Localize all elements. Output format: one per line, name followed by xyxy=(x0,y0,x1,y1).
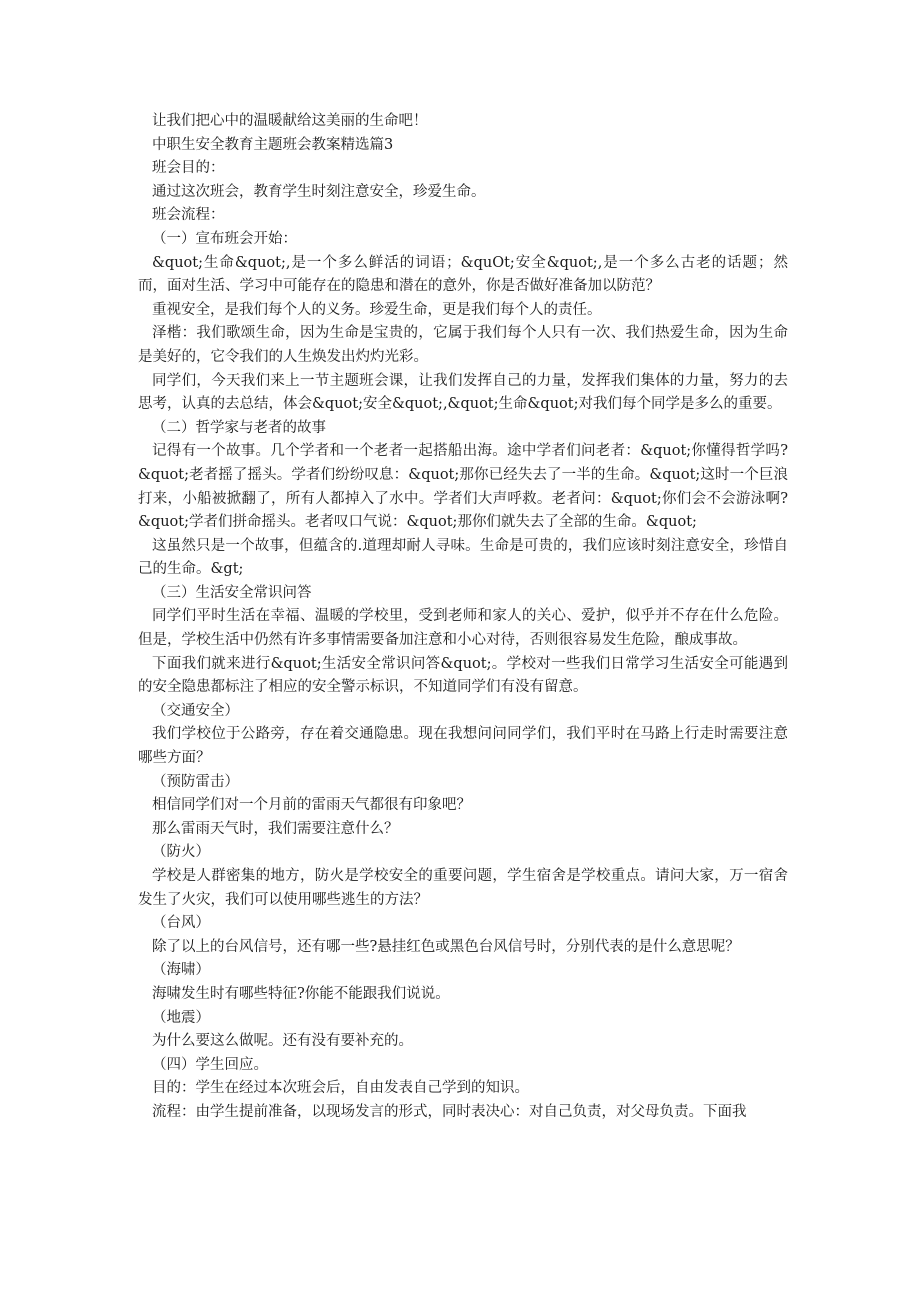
paragraph-purpose-heading: 班会目的： xyxy=(152,160,225,177)
paragraph-zekai-speech: 泽楷：我们歌颂生命，因为生命是宝贵的，它属于我们每个人只有一次、我们热爱生命，因为生命是美好的，它令我们的人生焕发出灼灼光彩。 xyxy=(138,325,788,365)
paragraph-earthquake-heading: （地震） xyxy=(152,1009,210,1026)
paragraph-earthquake: 为什么要这么做呢。还有没有要补充的。 xyxy=(152,1033,413,1050)
paragraph-part-three-heading: （三）生活安全常识问答 xyxy=(152,584,312,601)
paragraph-story: 记得有一个故事。几个学者和一个老者一起搭船出海。途中学者们问老者：&quot;你懂得哲学吗?&quot;老者摇了摇头。学者们纷纷叹息：&quot;那你已经失去了一半的生命。&quot;这时一个巨浪打来，小船被掀翻了，所有人都掉入了水中。学者们大声呼救。老者问：&quot;你们会不会游泳啊?&quot;学者们拼命摇头。老者叹口气说：&quot;那你们就失去了全部的生命。&quot; xyxy=(138,443,788,531)
paragraph-response-process: 流程：由学生提前准备，以现场发言的形式，同时表决心：对自己负责，对父母负责。下面我 xyxy=(152,1103,747,1120)
paragraph-typhoon-heading: （台风） xyxy=(152,915,210,932)
paragraph-lightning-1: 相信同学们对一个月前的雷雨天气都很有印象吧？ xyxy=(152,797,471,814)
paragraph-traffic: 我们学校位于公路旁，存在着交通隐患。现在我想问问同学们，我们平时在马路上行走时需要注意哪些方面？ xyxy=(138,726,788,767)
paragraph-safety-duty: 重视安全，是我们每个人的义务。珍爱生命，更是我们每个人的责任。 xyxy=(152,301,602,318)
paragraph-process-heading: 班会流程： xyxy=(152,207,225,224)
paragraph-fire-heading: （防火） xyxy=(152,844,210,861)
paragraph-story-moral: 这虽然只是一个故事，但蕴含的.道理却耐人寻味。生命是可贵的，我们应该时刻注意安全，珍惜自己的生命。&gt; xyxy=(138,537,788,578)
paragraph-part-four-heading: （四）学生回应。 xyxy=(152,1056,268,1073)
paragraph-fire: 学校是人群密集的地方，防火是学校安全的重要问题，学生宿舍是学校重点。请问大家，万一宿舍发生了火灾，我们可以使用哪些逃生的方法？ xyxy=(138,868,788,908)
paragraph-response-purpose: 目的：学生在经过本次班会后，自由发表自己学到的知识。 xyxy=(152,1080,529,1097)
paragraph-tsunami: 海啸发生时有哪些特征?你能不能跟我们说说。 xyxy=(152,985,450,1002)
paragraph-school-life: 同学们平时生活在幸福、温暖的学校里，受到老师和家人的关心、爱护，似乎并不存在什么危险。但是，学校生活中仍然有许多事情需要备加注意和小心对待，否则很容易发生危险，酿成事故。 xyxy=(138,608,788,649)
document-body xyxy=(138,110,788,1125)
paragraph-closing-line: 让我们把心中的温暖献给这美丽的生命吧！ xyxy=(152,113,428,129)
paragraph-section-title: 中职生安全教育主题班会教案精选篇3 xyxy=(152,136,394,153)
paragraph-qa-intro: 下面我们就来进行&quot;生活安全常识问答&quot;。学校对一些我们日常学习生活安全可能遇到的安全隐患都标注了相应的安全警示标识，不知道同学们有没有留意。 xyxy=(138,655,788,696)
paragraph-tsunami-heading: （海啸） xyxy=(152,962,210,979)
paragraph-purpose: 通过这次班会，教育学生时刻注意安全，珍爱生命。 xyxy=(152,183,486,200)
paragraph-lightning-heading: （预防雷击） xyxy=(152,773,239,790)
paragraph-life-safety-intro: &quot;生命&quot;,是一个多么鲜活的词语；&quOt;安全&quot;,是一个多么古老的话题；然而，面对生活、学习中可能存在的隐患和潜在的意外，你是否做好准备加以防范？ xyxy=(138,254,788,295)
paragraph-part-one-heading: （一）宣布班会开始： xyxy=(152,230,297,247)
paragraph-class-intro: 同学们，今天我们来上一节主题班会课，让我们发挥自己的力量，发挥我们集体的力量，努力的去思考，认真的去总结，体会&quot;安全&quot;,&quot;生命&quot;对我们每个同学是多么的重要。 xyxy=(138,372,788,413)
paragraph-traffic-heading: （交通安全） xyxy=(152,702,239,719)
paragraph-part-two-heading: （二）哲学家与老者的故事 xyxy=(152,419,326,436)
paragraph-typhoon: 除了以上的台风信号，还有哪一些?悬挂红色或黑色台风信号时，分别代表的是什么意思呢？ xyxy=(152,938,740,955)
paragraph-lightning-2: 那么雷雨天气时，我们需要注意什么？ xyxy=(152,820,399,837)
